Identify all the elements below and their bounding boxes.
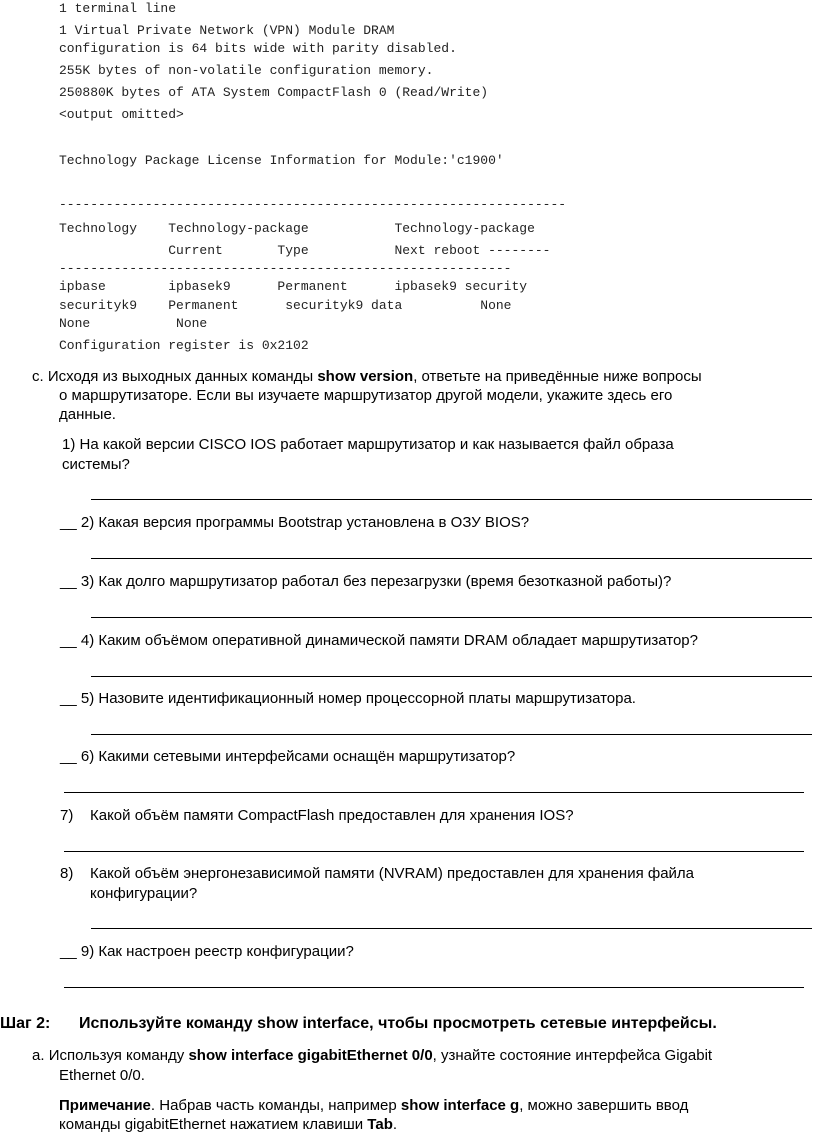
answer-line-1[interactable] [91, 499, 812, 500]
section-c-intro: c. Исходя из выходных данных команды show version, ответьте на приведённые ниже вопросы [32, 368, 702, 385]
question-6: __ 6) Какими сетевыми интерфейсами оснащён маршрутизатор? [60, 748, 516, 765]
note-command: show interface g [400, 1097, 520, 1114]
show-interface-command: show interface gigabitEthernet 0/0 [188, 1047, 433, 1064]
license-row-3: None None [59, 316, 208, 331]
section-a-text: a. Используя команду show interface gigabitEthernet 0/0, узнайте состояние интерфейса Gigabit [32, 1047, 713, 1064]
terminal-line-2: 1 Virtual Private Network (VPN) Module DRAM [59, 23, 395, 38]
question-2: __ 2) Какая версия программы Bootstrap установлена в ОЗУ BIOS? [60, 514, 530, 531]
step-2-heading: Используйте команду show interface, чтобы просмотреть сетевые интерфейсы. [79, 1015, 717, 1032]
question-9: __ 9) Как настроен реестр конфигурации? [60, 943, 354, 960]
license-divider-2: ---------------------------------------------------------- [59, 261, 512, 276]
terminal-line-4: 255K bytes of non-volatile configuration memory. [59, 63, 434, 78]
license-divider-1: ----------------------------------------------------------------- [59, 197, 567, 212]
license-row-1: ipbase ipbasek9 Permanent ipbasek9 security [59, 279, 528, 294]
terminal-line-6: <output omitted> [59, 107, 184, 122]
step-2-label: Шаг 2: [0, 1015, 51, 1032]
question-5: __ 5) Назовите идентификационный номер процессорной платы маршрутизатора. [60, 690, 636, 707]
answer-line-9[interactable] [64, 987, 804, 988]
section-a-marker: a. [32, 1047, 45, 1064]
section-a-text-line-2: Ethernet 0/0. [59, 1067, 145, 1084]
question-1: 1) На какой версии CISCO IOS работает маршрутизатор и как называется файл образа [62, 436, 674, 453]
answer-line-6[interactable] [64, 792, 804, 793]
question-3: __ 3) Как долго маршрутизатор работал без перезагрузки (время безотказной работы)? [60, 573, 672, 590]
section-c-intro-line-2: о маршрутизаторе. Если вы изучаете маршрутизатор другой модели, укажите здесь его [59, 387, 673, 404]
license-header-2: Current Type Next reboot -------- [59, 243, 551, 258]
license-title: Technology Package License Information for Module:'c1900' [59, 153, 504, 168]
question-8: 8) Какой объём энергонезависимой памяти (NVRAM) предоставлен для хранения файла [60, 865, 695, 882]
show-version-command: show version [317, 368, 414, 385]
note-label: Примечание [59, 1097, 151, 1114]
tab-key: Tab [367, 1116, 393, 1133]
config-register-line: Configuration register is 0x2102 [59, 338, 309, 353]
license-row-2: securityk9 Permanent securityk9 data None [59, 298, 512, 313]
license-header-1: Technology Technology-package Technology-package [59, 221, 535, 236]
answer-line-8[interactable] [91, 928, 812, 929]
question-8-line-2: конфигурации? [90, 885, 198, 902]
section-c-marker: c. [32, 368, 44, 385]
note-text: Примечание. Набрав часть команды, например show interface g, можно завершить ввод [59, 1097, 689, 1114]
question-7: 7) Какой объём памяти CompactFlash предоставлен для хранения IOS? [60, 807, 574, 824]
answer-line-3[interactable] [91, 617, 812, 618]
answer-line-2[interactable] [91, 558, 812, 559]
terminal-line-1: 1 terminal line [59, 1, 177, 16]
section-c-intro-line-3: данные. [59, 406, 116, 423]
note-text-line-2: команды gigabitEthernet нажатием клавиши Tab. [59, 1116, 398, 1133]
answer-line-7[interactable] [64, 851, 804, 852]
question-1-line-2: системы? [62, 456, 130, 473]
terminal-line-5: 250880K bytes of ATA System CompactFlash 0 (Read/Write) [59, 85, 489, 100]
answer-line-4[interactable] [91, 676, 812, 677]
answer-line-5[interactable] [91, 734, 812, 735]
terminal-line-3: configuration is 64 bits wide with parity disabled. [59, 41, 457, 56]
question-4: __ 4) Каким объёмом оперативной динамической памяти DRAM обладает маршрутизатор? [60, 632, 698, 649]
